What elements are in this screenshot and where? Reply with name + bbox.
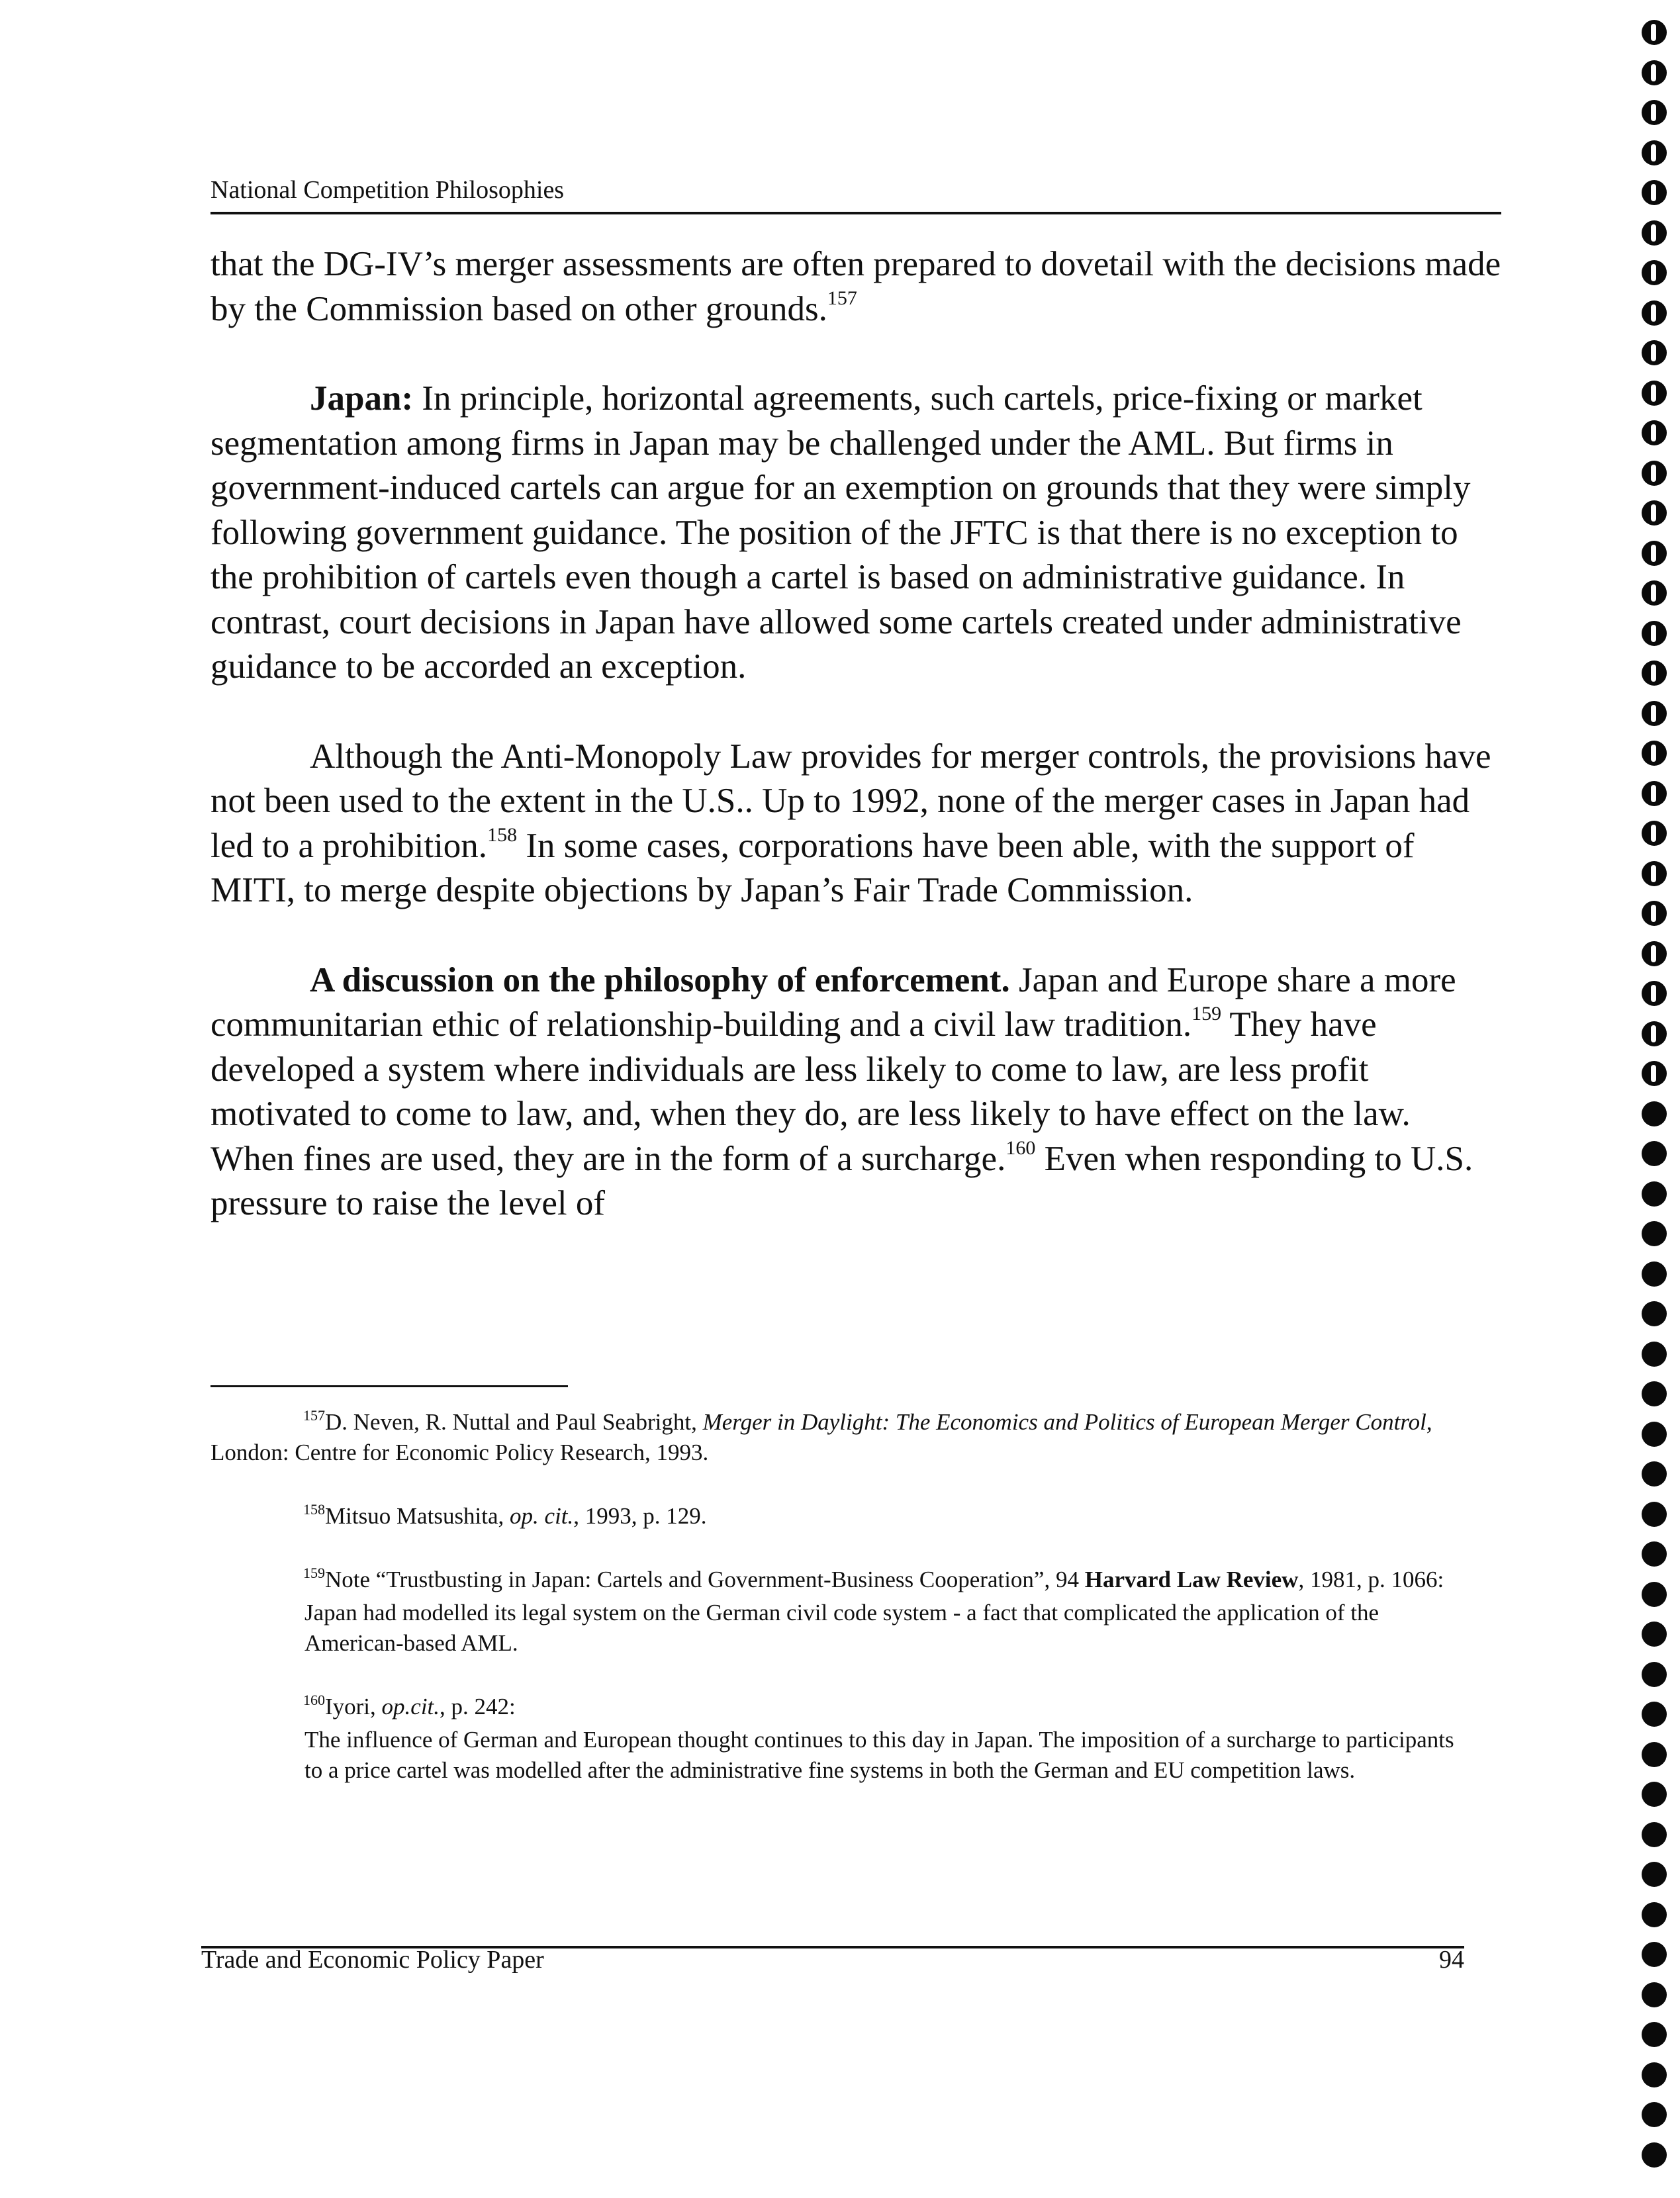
paragraph-text: Although the Anti-Monopoly Law provides for merger controls, the provisions have not been used to the extent in the U.S.. Up to 1992, none of the merger cases in Japan had led to a prohibition. — [210, 737, 1491, 865]
header-rule — [210, 212, 1501, 214]
footnote-157 — [210, 1407, 1501, 1468]
footnotes — [210, 1407, 1501, 1786]
binding-hole — [1642, 861, 1667, 886]
run-in-heading-japan: Japan: — [310, 379, 414, 418]
binding-hole — [1642, 821, 1667, 846]
binding-hole — [1642, 1782, 1667, 1807]
footnote-separator — [210, 1385, 568, 1387]
binding-hole — [1642, 140, 1667, 165]
paragraph-text: They have developed a system where individuals are less likely to come to law, are less profit motivated to come to law, and, when they do, are less likely to have effect on the law. When fines are used, they are in the form of a surcharge. — [210, 1005, 1411, 1178]
binding-hole — [1642, 180, 1667, 205]
binding-hole — [1642, 901, 1667, 926]
footnote-160 — [210, 1692, 1501, 1722]
binding-hole — [1642, 1662, 1667, 1687]
paragraph-text: In some cases, corporations have been able, with the support of MITI, to merge despite objections by Japan’s Fair Trade Commission. — [210, 826, 1415, 909]
binding-hole — [1642, 1141, 1667, 1166]
footnote-number: 160 — [303, 1692, 325, 1708]
binding-hole — [1642, 500, 1667, 526]
binding-hole — [1642, 381, 1667, 406]
footnote-158 — [210, 1501, 1501, 1532]
binding-hole — [1642, 1301, 1667, 1326]
binding-hole — [1642, 1502, 1667, 1527]
running-footer — [201, 1946, 1464, 1982]
binding-holes — [1635, 20, 1675, 2197]
footnote-italic: op.cit. — [381, 1694, 440, 1719]
paragraph-enforcement — [210, 958, 1501, 1226]
binding-hole — [1642, 20, 1667, 45]
footnote-text: , London: Centre for Economic Policy Research, 1993. — [210, 1409, 1432, 1465]
binding-hole — [1642, 941, 1667, 966]
binding-hole — [1642, 1822, 1667, 1847]
footnote-text: , 1993, p. 129. — [573, 1503, 707, 1529]
body-text — [210, 242, 1501, 1271]
footnote-ref-160[interactable]: 160 — [1005, 1136, 1036, 1159]
footnote-book-title: Merger in Daylight: The Economics and Politics of European Merger Control — [702, 1409, 1426, 1435]
binding-hole — [1642, 1101, 1667, 1126]
footnote-159-quote: Japan had modelled its legal system on the German civil code system - a fact that complicated the application of the American-based AML. — [304, 1600, 1379, 1656]
footnote-text: Note “Trustbusting in Japan: Cartels and Government-Business Cooperation”, 94 — [325, 1567, 1085, 1592]
binding-hole — [1642, 1622, 1667, 1647]
footnote-text: D. Neven, R. Nuttal and Paul Seabright, — [325, 1409, 703, 1435]
binding-hole — [1642, 580, 1667, 606]
binding-hole — [1642, 1181, 1667, 1207]
paragraph-merger-controls — [210, 735, 1501, 913]
binding-hole — [1642, 1381, 1667, 1406]
binding-hole — [1642, 781, 1667, 806]
footnote-ref-159[interactable]: 159 — [1191, 1003, 1222, 1025]
binding-hole — [1642, 541, 1667, 566]
footnote-number: 157 — [303, 1407, 325, 1424]
binding-hole — [1642, 260, 1667, 285]
running-header: National Competition Philosophies — [210, 176, 565, 204]
paragraph-text: Japan and Europe share a more communitarian ethic of relationship-building and a civil law tradition. — [210, 960, 1456, 1044]
binding-hole — [1642, 1902, 1667, 1927]
page-number: 94 — [1439, 1946, 1464, 1974]
binding-hole — [1642, 981, 1667, 1006]
binding-hole — [1642, 420, 1667, 445]
run-in-heading-enforcement: A discussion on the philosophy of enforcement. — [310, 960, 1010, 999]
binding-hole — [1642, 1461, 1667, 1487]
binding-hole — [1642, 741, 1667, 766]
footer-title: Trade and Economic Policy Paper — [201, 1946, 544, 1974]
binding-hole — [1642, 661, 1667, 686]
binding-hole — [1642, 1061, 1667, 1086]
binding-hole — [1642, 621, 1667, 646]
footnote-ref-158[interactable]: 158 — [487, 823, 518, 846]
footnote-160-quote: The influence of German and European thought continues to this day in Japan. The imposition of a surcharge to participants to a price cartel was modelled after the administrative fine systems in both the German and EU competition laws. — [304, 1727, 1454, 1783]
footnote-journal: Harvard Law Review — [1084, 1567, 1299, 1592]
binding-hole — [1642, 1942, 1667, 1967]
binding-hole — [1642, 1742, 1667, 1767]
footnote-text: Iyori, — [325, 1694, 382, 1719]
footnote-ref-157[interactable]: 157 — [827, 287, 857, 309]
paragraph-1 — [210, 242, 1501, 332]
binding-hole — [1642, 1342, 1667, 1367]
binding-hole — [1642, 1702, 1667, 1727]
binding-hole — [1642, 100, 1667, 125]
binding-hole — [1642, 1021, 1667, 1046]
footnote-159 — [210, 1565, 1501, 1595]
binding-hole — [1642, 701, 1667, 726]
footnote-number: 158 — [303, 1501, 325, 1518]
paragraph-text: that the DG-IV’s merger assessments are often prepared to dovetail with the decisions made by the Commission based on other grounds. — [210, 245, 1501, 328]
binding-hole — [1642, 300, 1667, 326]
binding-hole — [1642, 2062, 1667, 2087]
footnote-text: , p. 242: — [440, 1694, 516, 1719]
footnote-text: Mitsuo Matsushita, — [325, 1503, 510, 1529]
paragraph-text: Even when responding to U.S. pressure to raise the level of — [210, 1139, 1473, 1222]
footnote-text: , 1981, p. 1066: — [1298, 1567, 1444, 1592]
binding-hole — [1642, 2142, 1667, 2168]
paragraph-japan — [210, 377, 1501, 690]
binding-hole — [1642, 220, 1667, 246]
binding-hole — [1642, 1221, 1667, 1246]
binding-hole — [1642, 1261, 1667, 1287]
binding-hole — [1642, 1862, 1667, 1887]
footnote-number: 159 — [303, 1565, 325, 1581]
binding-hole — [1642, 1582, 1667, 1607]
binding-hole — [1642, 340, 1667, 365]
binding-hole — [1642, 2022, 1667, 2047]
binding-hole — [1642, 1422, 1667, 1447]
binding-hole — [1642, 2102, 1667, 2127]
paragraph-text: In principle, horizontal agreements, such cartels, price-fixing or market segmentation among firms in Japan may be challenged under the AML. But firms in government-induced cartels can argue for an exemption on grounds that they were simply following government guidance. The position of the JFTC is that there is no exception to the prohibition of cartels even though a cartel is based on administrative guidance. In contrast, court decisions in Japan have allowed some cartels created under administrative guidance to be accorded an exception. — [210, 379, 1471, 686]
binding-hole — [1642, 461, 1667, 486]
binding-hole — [1642, 60, 1667, 85]
binding-hole — [1642, 1541, 1667, 1567]
binding-hole — [1642, 1982, 1667, 2007]
footnote-italic: op. cit. — [510, 1503, 574, 1529]
